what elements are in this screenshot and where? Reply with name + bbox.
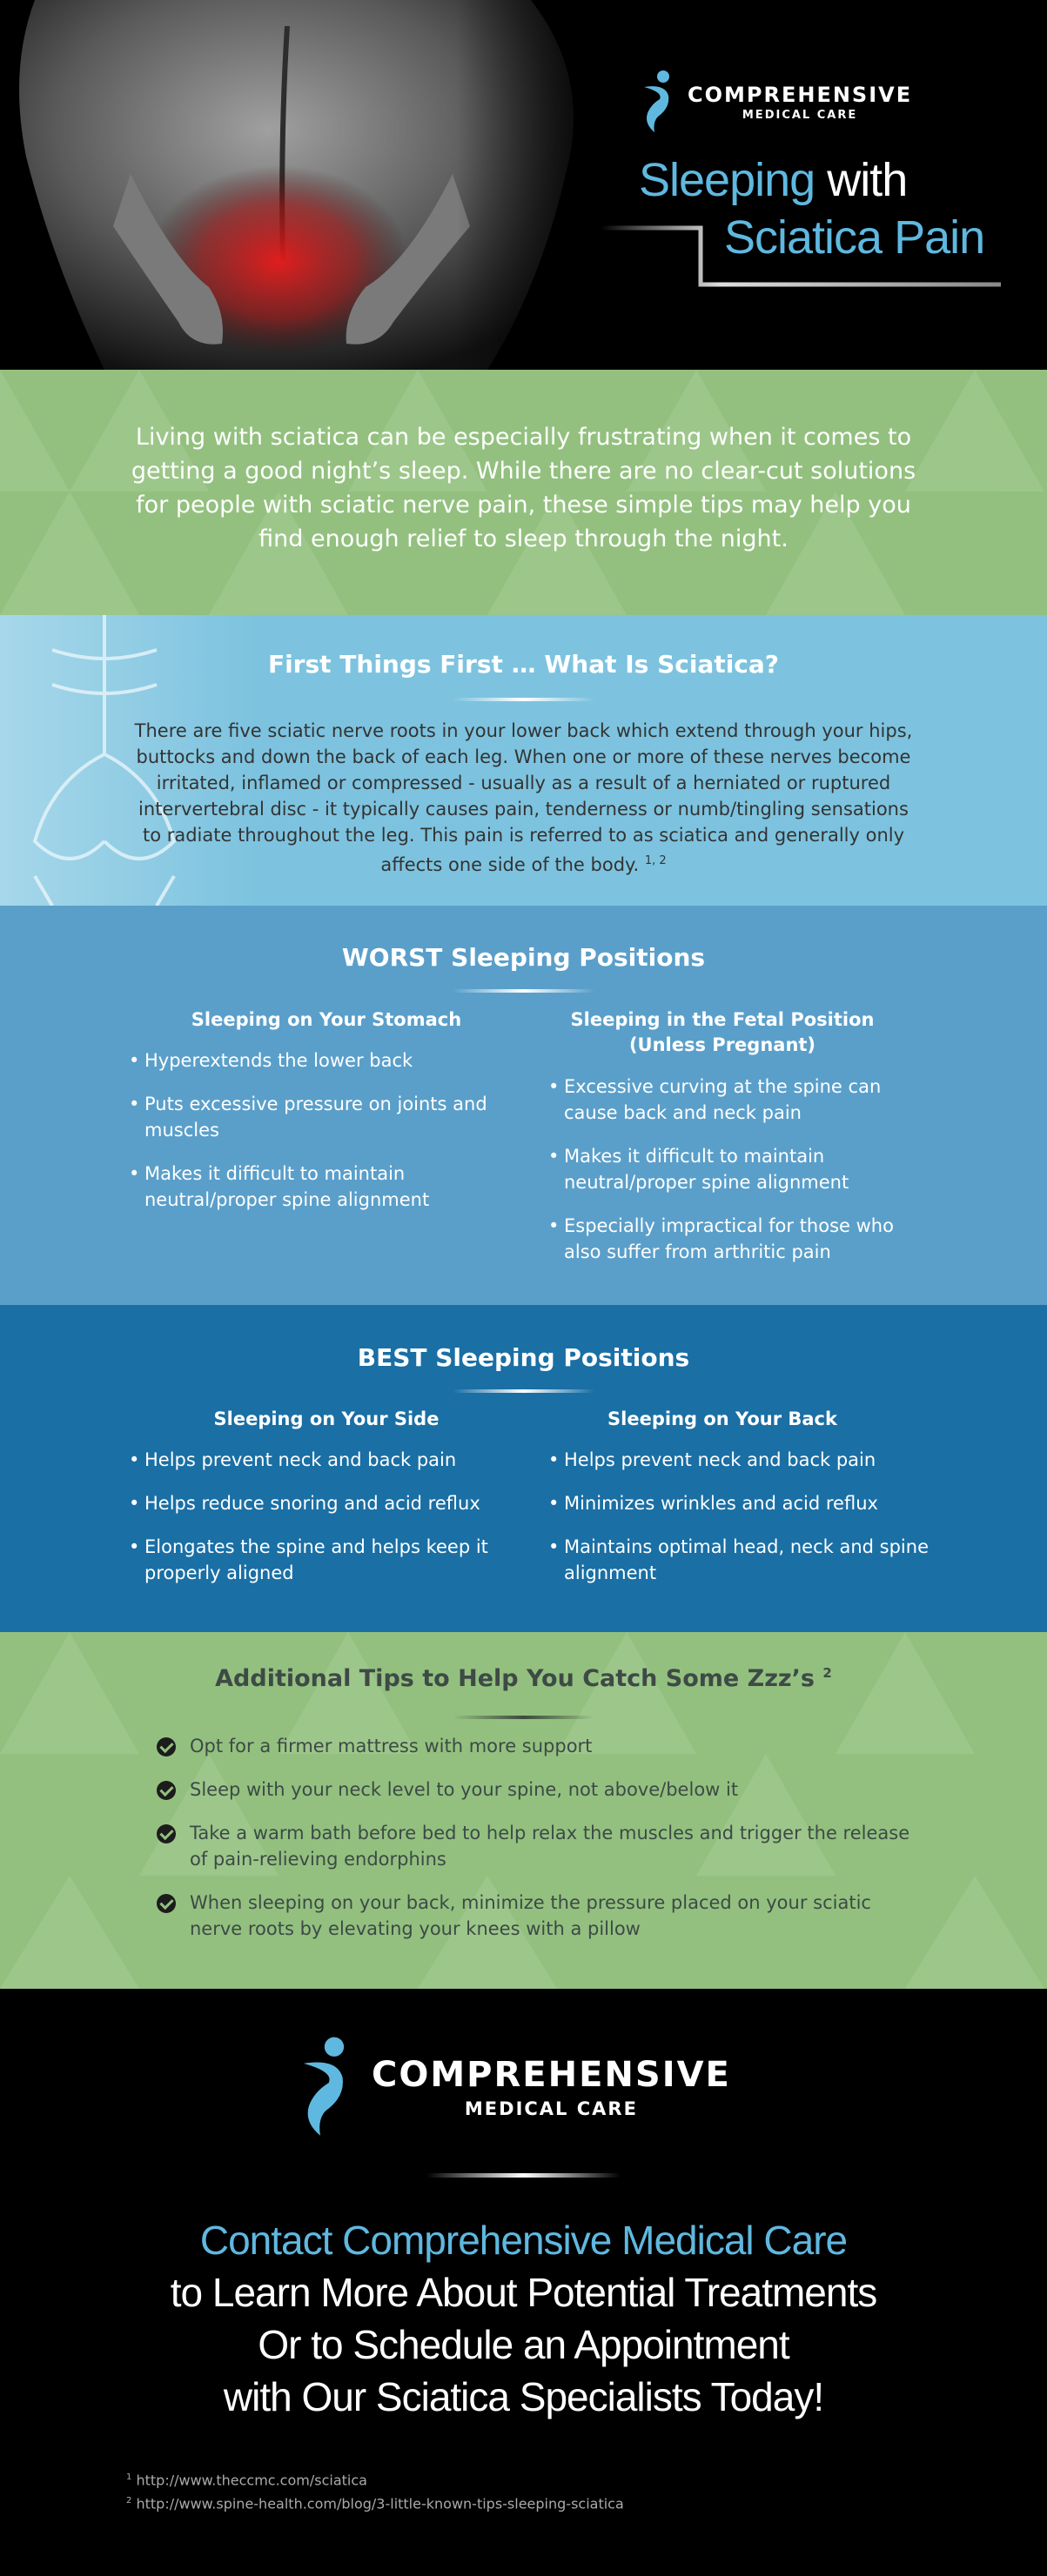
hero-section: [0, 0, 1047, 370]
list-item: • Elongates the spine and helps keep it properly aligned: [129, 1534, 512, 1586]
intro-text: Living with sciatica can be especially frustrating when it comes to getting a good night’s sleep. While there are no clear-cut solutions for people with sciatic nerve pain, these simple tips may help you find enough relief to sleep through the night.: [131, 424, 916, 552]
tips-title-text: Additional Tips to Help You Catch Some Zzz’s: [215, 1665, 815, 1692]
references: [126, 2467, 624, 2515]
list-item: [157, 1890, 923, 1942]
check-icon: [157, 1824, 176, 1843]
list-item: • Helps prevent neck and back pain: [548, 1447, 931, 1473]
worst-right-heading-line1: Sleeping in the Fetal Position: [570, 1009, 875, 1030]
hero-title-line2: Sciatica Pain: [724, 211, 985, 264]
tip-text: Opt for a firmer mattress with more support: [190, 1736, 593, 1756]
worst-right-heading-line2: (Unless Pregnant): [628, 1034, 816, 1055]
reference-number: 1: [126, 2472, 132, 2482]
worst-right-list: [548, 1074, 931, 1282]
cta-line-3: Or to Schedule an Appointment: [258, 2322, 789, 2367]
reference-link[interactable]: http://www.spine-health.com/blog/3-little-known-tips-sleeping-sciatica: [136, 2495, 624, 2512]
best-left-list: [129, 1447, 512, 1603]
list-item: • Puts excessive pressure on joints and muscles: [129, 1091, 512, 1143]
check-icon: [157, 1894, 176, 1913]
additional-tips-section: [0, 1632, 1047, 1989]
worst-right-heading: [527, 1007, 918, 1058]
tips-title: [0, 1665, 1047, 1692]
what-is-citation: 1, 2: [644, 854, 667, 867]
best-divider: [453, 1389, 594, 1393]
reference-item: [126, 2467, 624, 2491]
reference-link[interactable]: http://www.theccmc.com/sciatica: [136, 2472, 367, 2489]
brand-subtitle: MEDICAL CARE: [742, 108, 858, 122]
list-item: [157, 1733, 923, 1759]
list-item: • Excessive curving at the spine can cause back and neck pain: [548, 1074, 931, 1126]
brand-subtitle: MEDICAL CARE: [464, 2098, 638, 2119]
logo-mark-icon: [295, 2036, 359, 2138]
what-is-body: [131, 718, 916, 878]
best-left-heading: Sleeping on Your Side: [213, 1408, 440, 1429]
list-item: • Helps prevent neck and back pain: [129, 1447, 512, 1473]
check-icon: [157, 1737, 176, 1756]
best-right-heading: Sleeping on Your Back: [607, 1408, 837, 1429]
reference-number: 2: [126, 2496, 132, 2506]
list-item: • Makes it difficult to maintain neutral/proper spine alignment: [548, 1143, 931, 1195]
cta-line-4: with Our Sciatica Specialists Today!: [223, 2374, 824, 2419]
tips-divider: [453, 1716, 594, 1719]
tip-text: When sleeping on your back, minimize the pressure placed on your sciatic nerve roots by elevating your knees with a pillow: [190, 1892, 871, 1939]
worst-divider: [453, 989, 594, 993]
worst-positions-section: [0, 906, 1047, 1305]
list-item: • Helps reduce snoring and acid reflux: [129, 1490, 512, 1516]
worst-left-list: [129, 1047, 512, 1230]
what-is-text: There are five sciatic nerve roots in your lower back which extend through your hips, buttocks and down the back of each leg. When one or more of these nerves become irritated, inflamed or compressed - usually as a result of a herniated or ruptured intervertebral disc - it typically causes pain, tenderness or numb/tingling sensations to radiate throughout the leg. This pain is referred to as sciatica and generally only affects one side of the body.: [134, 720, 913, 875]
list-item: • Minimizes wrinkles and acid reflux: [548, 1490, 931, 1516]
brand-name: COMPREHENSIVE: [688, 82, 913, 107]
list-item: • Makes it difficult to maintain neutral/proper spine alignment: [129, 1161, 512, 1213]
tip-text: Take a warm bath before bed to help relax the muscles and trigger the release of pain-relieving endorphins: [190, 1823, 910, 1870]
check-icon: [157, 1781, 176, 1800]
footer-section: [0, 1989, 1047, 2576]
what-is-sciatica-section: [0, 615, 1047, 906]
tips-citation: 2: [822, 1665, 832, 1681]
list-item: [157, 1820, 923, 1872]
list-item: [157, 1776, 923, 1803]
intro-section: [0, 370, 1047, 615]
cta-line-2: to Learn More About Potential Treatments: [170, 2270, 877, 2315]
hero-title-white: with: [815, 154, 908, 206]
footer-divider: [426, 2173, 621, 2178]
footer-logo: [295, 2036, 731, 2138]
tip-text: Sleep with your neck level to your spine, not above/below it: [190, 1779, 739, 1800]
best-positions-section: [0, 1305, 1047, 1632]
worst-left-heading: Sleeping on Your Stomach: [191, 1009, 462, 1030]
cta-line-1: Contact Comprehensive Medical Care: [199, 2218, 848, 2263]
list-item: • Maintains optimal head, neck and spine alignment: [548, 1534, 931, 1586]
tips-list: [157, 1733, 923, 1959]
what-is-title: First Things First … What Is Sciatica?: [267, 650, 780, 679]
reference-item: [126, 2491, 624, 2514]
best-right-list: [548, 1447, 931, 1603]
list-item: • Especially impractical for those who also suffer from arthritic pain: [548, 1213, 931, 1265]
worst-title: WORST Sleeping Positions: [341, 943, 706, 972]
best-title: BEST Sleeping Positions: [357, 1343, 690, 1372]
brand-name: COMPREHENSIVE: [372, 2055, 731, 2095]
list-item: • Hyperextends the lower back: [129, 1047, 512, 1074]
what-is-divider: [453, 698, 594, 701]
hero-bracket-line: [0, 0, 1047, 370]
hero-title-blue: Sleeping: [639, 154, 815, 206]
